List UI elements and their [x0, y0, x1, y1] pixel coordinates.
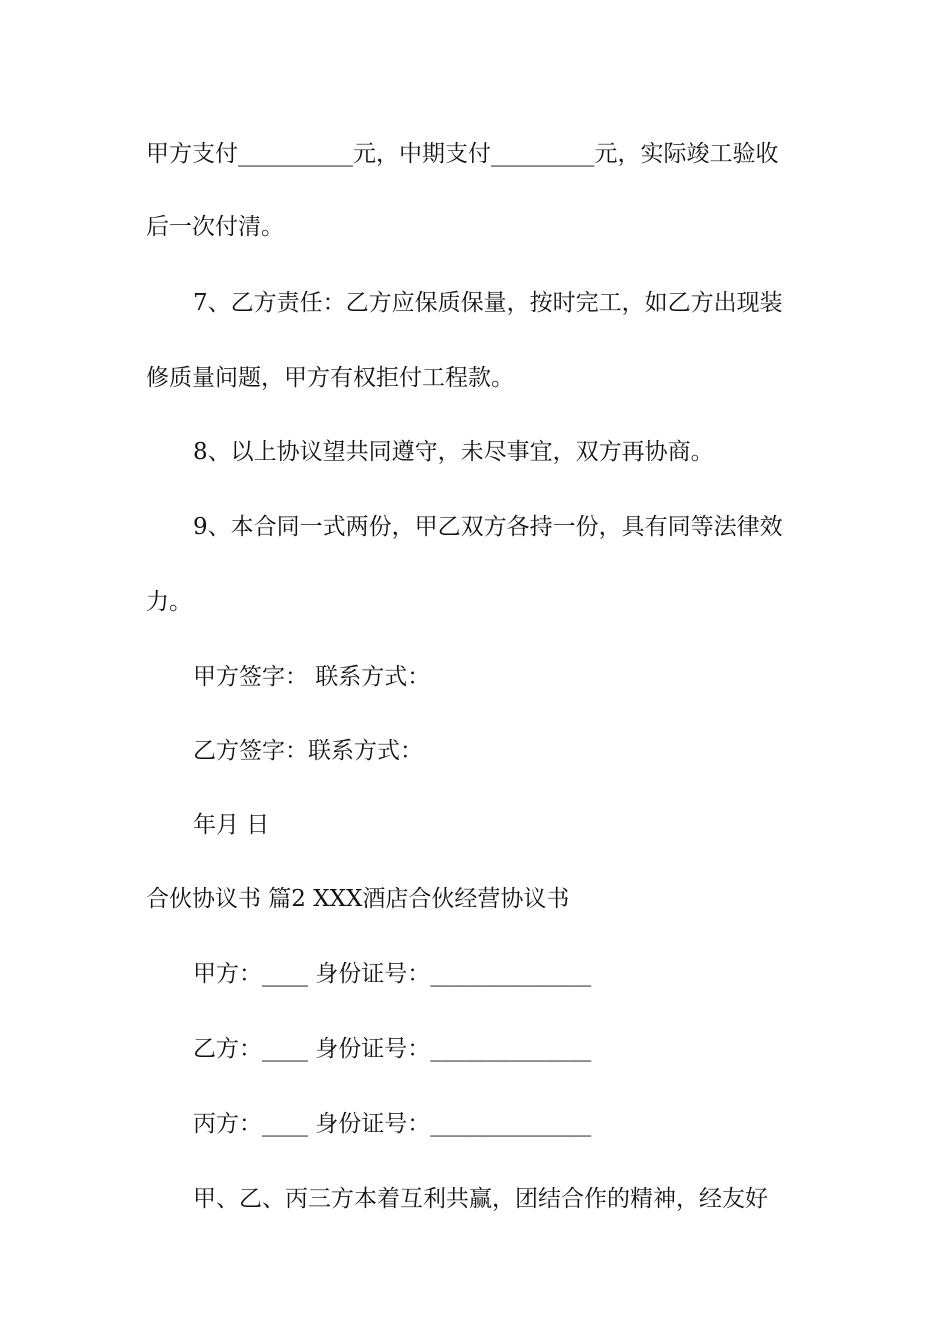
section-heading-partnership-agreement-2: 合伙协议书 篇2 XXX酒店合伙经营协议书	[146, 886, 570, 912]
preamble-paragraph: 甲、乙、丙三方本着互利共赢，团结合作的精神，经友好	[193, 1186, 768, 1212]
party-a-id-line: 甲方：____ 身份证号：______________	[193, 961, 592, 987]
clause-7-cont: 修质量问题，甲方有权拒付工程款。	[146, 365, 514, 391]
party-b-signature-line: 乙方签字：联系方式：	[193, 738, 423, 764]
party-a-signature-line: 甲方签字： 联系方式：	[193, 664, 431, 690]
party-b-id-line: 乙方：____ 身份证号：______________	[193, 1036, 592, 1062]
clause-8-mutual-compliance: 8、以上协议望共同遵守，未尽事宜，双方再协商。	[193, 439, 714, 465]
party-c-id-line: 丙方：____ 身份证号：______________	[193, 1111, 592, 1137]
paragraph-payment-terms: 甲方支付__________元，中期支付_________元，实际竣工验收	[146, 141, 779, 167]
clause-7-party-b-responsibility: 7、乙方责任：乙方应保质保量，按时完工，如乙方出现装	[193, 290, 783, 316]
paragraph-payment-terms-cont: 后一次付清。	[146, 214, 284, 240]
clause-9-cont: 力。	[146, 589, 192, 615]
clause-9-copies: 9、本合同一式两份，甲乙双方各持一份，具有同等法律效	[193, 514, 783, 540]
date-line: 年月 日	[193, 812, 270, 838]
